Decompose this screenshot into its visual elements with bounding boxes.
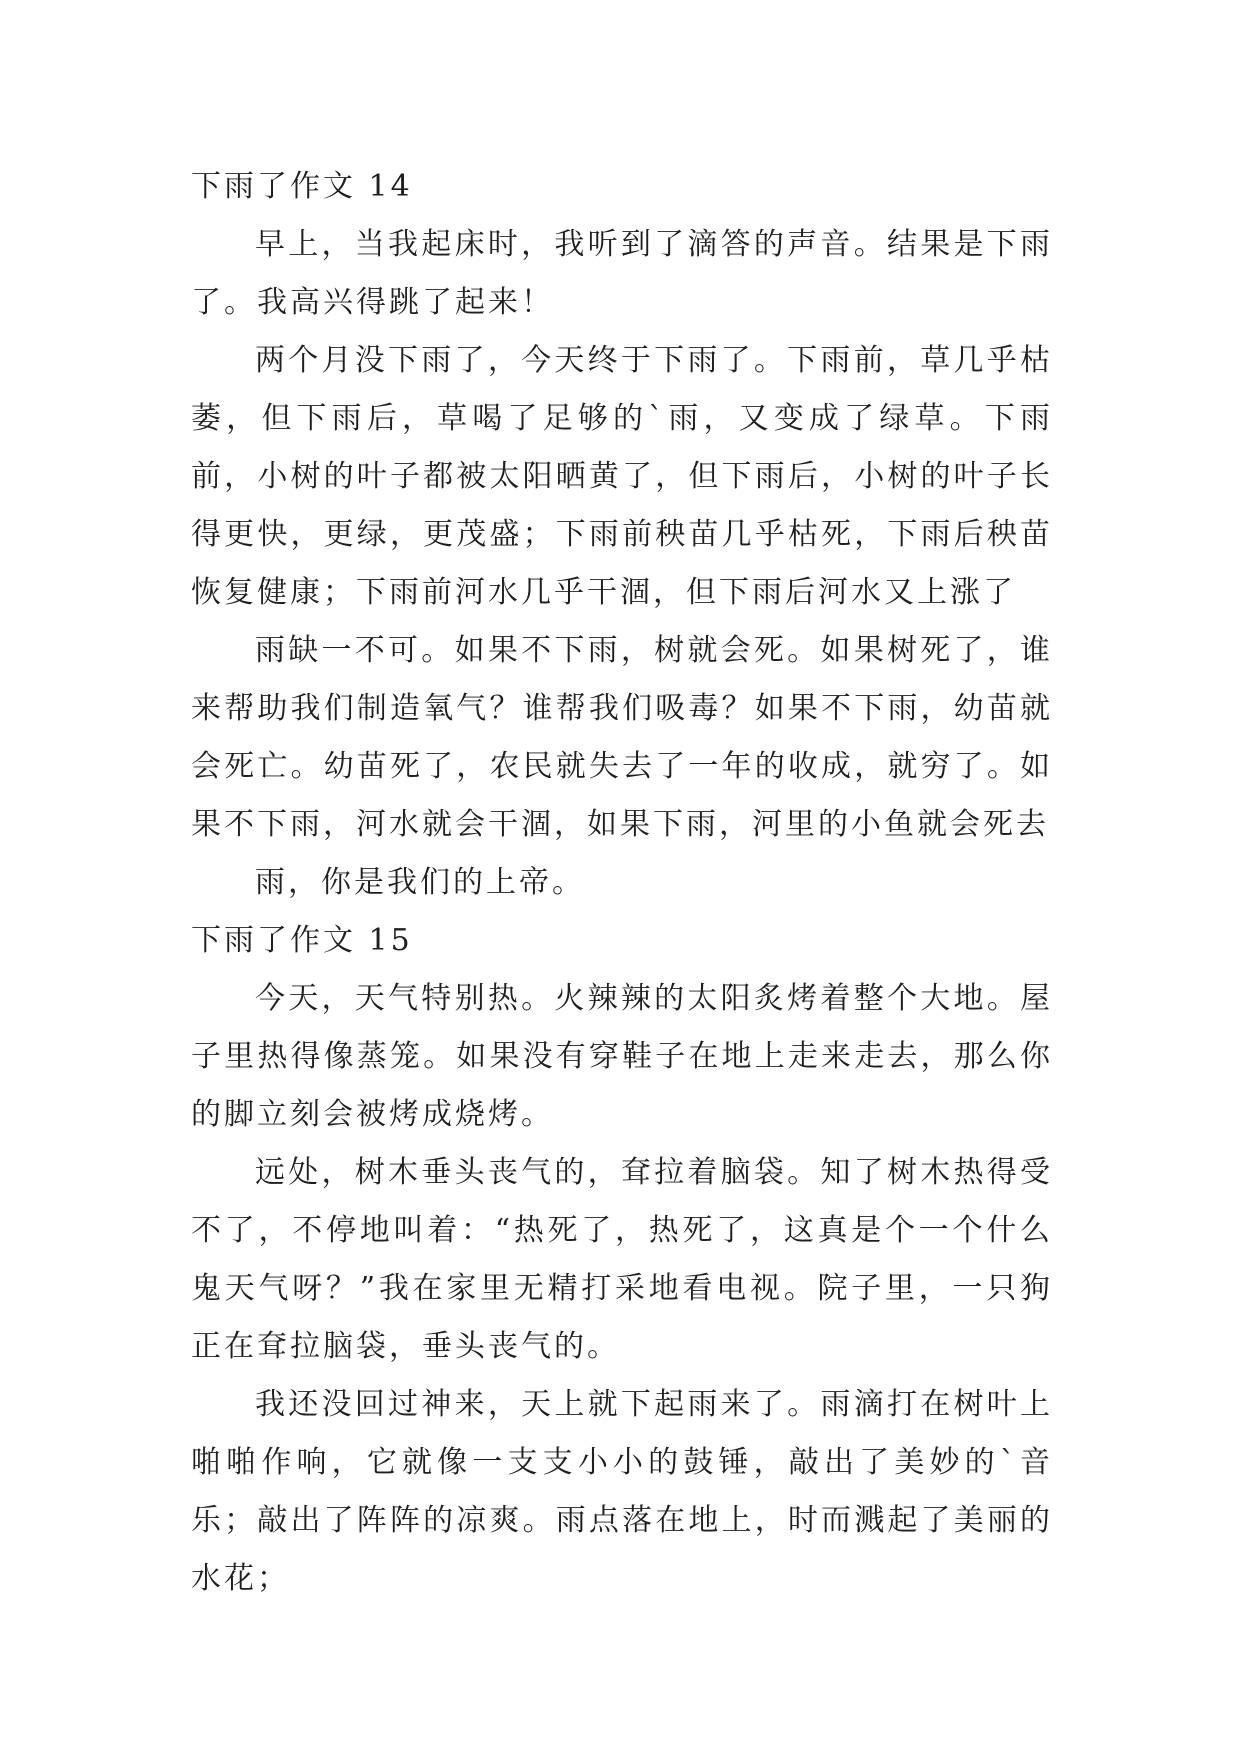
paragraph: 雨缺一不可。如果不下雨，树就会死。如果树死了，谁来帮助我们制造氧气？谁帮我们吸毒？如果不下雨，幼苗就会死亡。幼苗死了，农民就失去了一年的收成，就穷了。如果不下雨，河水就会干涸，如果下雨，河里的小鱼就会死去 [191,633,1053,842]
paragraph: 两个月没下雨了，今天终于下雨了。下雨前，草几乎枯萎，但下雨后，草喝了足够的`雨，又变成了绿草。下雨前，小树的叶子都被太阳晒黄了，但下雨后，小树的叶子长得更快，更绿，更茂盛；下雨前秧苗几乎枯死，下雨后秧苗恢复健康；下雨前河水几乎干涸，但下雨后河水又上涨了 [191,343,1053,610]
section-heading: 下雨了作文 15 [191,923,413,958]
paragraph: 今天，天气特别热。火辣辣的太阳炙烤着整个大地。屋子里热得像蒸笼。如果没有穿鞋子在地上走来走去，那么你的脚立刻会被烤成烧烤。 [191,981,1053,1132]
paragraph: 我还没回过神来，天上就下起雨来了。雨滴打在树叶上啪啪作响，它就像一支支小小的鼓锤，敲出了美妙的`音乐；敲出了阵阵的凉爽。雨点落在地上，时而溅起了美丽的水花； [191,1387,1053,1596]
essay-section [191,912,1053,1608]
document-body [191,158,1053,1608]
paragraph: 远处，树木垂头丧气的，耷拉着脑袋。知了树木热得受不了，不停地叫着：“热死了，热死了，这真是个一个什么鬼天气呀？”我在家里无精打采地看电视。院子里，一只狗正在耷拉脑袋，垂头丧气的。 [191,1155,1053,1364]
paragraph: 雨，你是我们的上帝。 [255,865,585,900]
paragraph: 早上，当我起床时，我听到了滴答的声音。结果是下雨了。我高兴得跳了起来！ [191,227,1053,320]
section-heading: 下雨了作文 14 [191,169,413,204]
essay-section [191,158,1053,912]
